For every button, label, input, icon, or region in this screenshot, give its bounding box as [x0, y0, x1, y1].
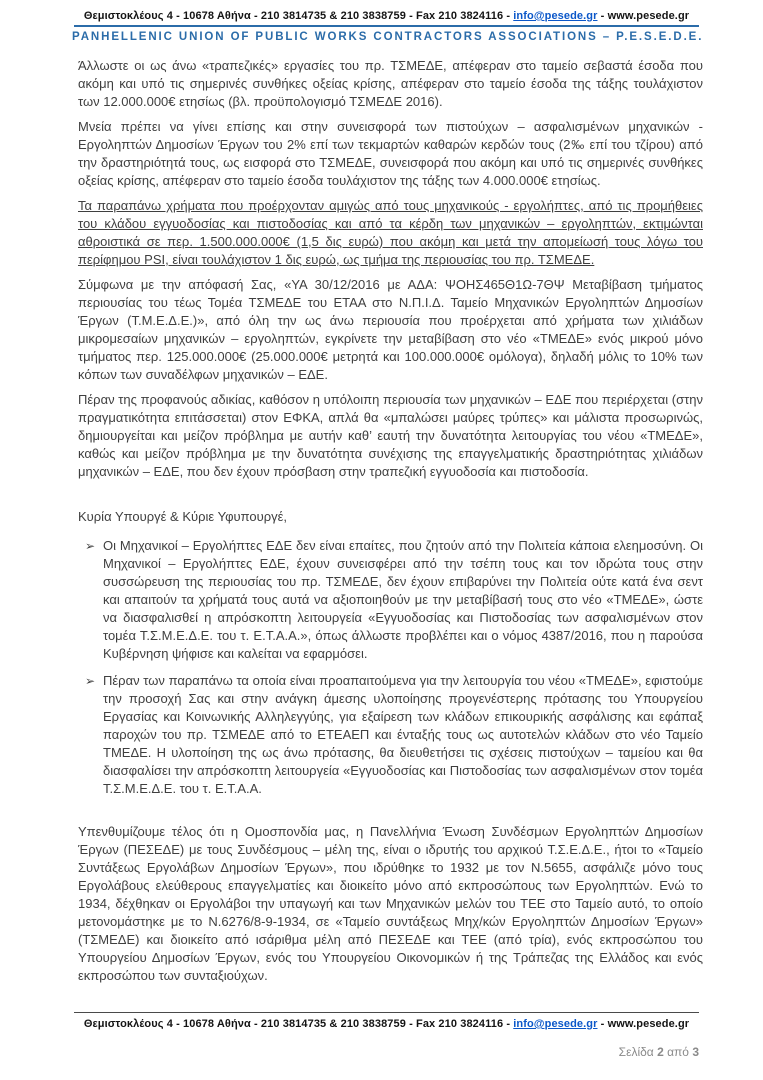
- paragraph-bank-revenue: Άλλωστε οι ως άνω «τραπεζικές» εργασίες του πρ. ΤΣΜΕΔΕ, απέφεραν στο ταμείο σεβαστά έσοδα που ακόμη και υπό τις σημερινές συνθήκες οξείας κρίσης, απέφεραν στο ταμείο έσοδα της τάξης τουλάχιστον των 12.000.000€ ετησίως (βλ. προϋπολογισμό ΤΣΜΕΔΕ 2016).: [78, 58, 703, 109]
- header-divider: [74, 25, 699, 27]
- bullet-item-auxiliary-insurance: [78, 672, 703, 798]
- header-email-link[interactable]: info@pesede.gr: [513, 10, 598, 22]
- bullet-item-engineers-not-beggars: [78, 537, 703, 663]
- arrow-bullet-icon: ➢: [85, 539, 96, 553]
- org-title: PANHELLENIC UNION OF PUBLIC WORKS CONTRACTORS ASSOCIATIONS – P.E.S.E.D.E.: [72, 31, 704, 43]
- closing-paragraph-history: Υπενθυμίζουμε τέλος ότι η Ομοσπονδία μας, η Πανελλήνια Ένωση Συνδέσμων Εργοληπτών Δημοσίων Έργων (ΠΕΣΕΔΕ) με τους Συνδέσμους – μέλη της, είναι ο ιδρυτής του αρχικού Τ.Σ.Ε.Δ.Ε., ήτοι το «Ταμείο Συντάξεως Εργολάβων Δημοσίων Έργων», που ιδρύθηκε το 1932 με τον Ν.5655, ασφάλιζε μόνο τους Εργολάβους ελεύθερους επαγγελματίες και διοικείτο μόνο από εκπροσώπους των Εργοληπτών. Ενώ το 1934, δέχθηκαν οι Εργολάβοι την υπαγωγή και των Μηχανικών μελών του ΤΕΕ στο Ταμείο αυτό, το οποίο μετονομάστηκε με το Ν.6276/8-9-1934, σε «Ταμείο συντάξεως Μηχ/κών Εργοληπτών Δημοσίων Έργων» (ΤΣΜΕΔΕ) και διοικείτο από ισάριθμα μέλη από ΠΕΣΕΔΕ και ΤΕΕ (από τρία), ενός εκπροσώπου του Υπουργείου Δημοσίων Έργων, ενός του Υπουργείου Οικονομικών ή της Τράπεζας της Ελλάδος και ενός εκπροσώπου των συνταξιούχων.: [78, 824, 703, 983]
- footer-contact-right: - www.pesede.gr: [597, 1018, 690, 1030]
- paragraph-contractor-contribution: Μνεία πρέπει να γίνει επίσης και στην συνεισφορά των πιστούχων – ασφαλισμένων μηχανικών - Εργοληπτών Δημοσίων Έργων του 2% επί των τεκμαρτών καθαρών κερδών τους (2‰ επί του τζίρου) από την δραστηριότητά τους, ως εισφορά στο ΤΣΜΕΔΕ, συνεισφορά που ακόμη και υπό τις σημερινές συνθήκες οξείας κρίσης, απέφεραν στο ταμείο έσοδα τουλάχιστον της τάξης των 4.000.000€ ετησίως.: [78, 119, 703, 188]
- page-number-total: 3: [692, 1045, 699, 1059]
- bullet-text: Πέραν των παραπάνω τα οποία είναι προαπαιτούμενα για την λειτουργία του νέου «ΤΜΕΔΕ», εφιστούμε την προσοχή Σας και στην ανάγκη άμεσης υλοποίησης προγενέστερης πρότασης του Υπουργείου Εργασίας και Κοινωνικής Αλληλεγγύης, για εξαίρεση των κλάδων επικουρικής ασφάλισης και εφάπαξ παροχών του πρ. ΤΣΜΕΔΕ από το ΕΤΕΑΕΠ και ένταξής τους ως αυτοτελών κλάδων στο νέο Ταμείο ΤΜΕΔΕ. Η υλοποίηση της ως άνω πρότασης, θα διευθετήσει τις σχέσεις πιστούχων – ταμείου και θα διασφαλίσει την απρόσκοπτη λειτουργεία «Εγγυοδοσίας και Πιστοδοσίας των ασφαλισμένων στον τομέα Τ.Σ.Μ.Ε.Δ.Ε. του τ. Ε.Τ.Α.Α.: [103, 673, 703, 796]
- bullet-text: Οι Μηχανικοί – Εργολήπτες ΕΔΕ δεν είναι επαίτες, που ζητούν από την Πολιτεία κάποια ελεημοσύνη. Οι Μηχανικοί – Εργολήπτες ΕΔΕ, έχουν συνεισφέρει από την τσέπη τους και τον ιδρώτα τους στην συσσώρευση της περιουσίας του πρ. ΤΣΜΕΔΕ, δεν έχουν επιβαρύνει την Πολιτεία ούτε κατά ένα σεντ και απαιτούν τα χρήματά τους αυτά να αξιοποιηθούν με την μεταβίβασή τους στο νέο «ΤΜΕΔΕ», ώστε να διασφαλισθεί η απρόσκοπτη λειτουργεία «Εγγυοδοσίας και Πιστοδοσίας των ασφαλισμένων στον τομέα Τ.Σ.Μ.Ε.Δ.Ε. του τ. Ε.Τ.Α.Α.», όπως άλλωστε προβλέπει και ο νόμος 4387/2016, που η παρούσα Κυβέρνηση ψήφισε και καλείται να εφαρμόσει.: [103, 538, 703, 661]
- page-number: [72, 1045, 701, 1059]
- paragraph-ministerial-decision: Σύμφωνα με την απόφασή Σας, «ΥΑ 30/12/2016 με ΑΔΑ: ΨΟΗΣ465Θ1Ω-7ΘΨ Μεταβίβαση τμήματος περιουσίας του τέως Τομέα ΤΣΜΕΔΕ του ΕΤΑΑ στο Ν.Π.Ι.Δ. Ταμείο Μηχανικών Εργοληπτών Δημοσίων Έργων (Τ.Μ.Ε.Δ.Ε.)», από όλη την ως άνω περιουσία που προέρχεται από χρήματα των χιλιάδων μικρομεσαίων μηχανικών – εργοληπτών, εγκρίνετε την μεταβίβαση στο νέο «ΤΜΕΔΕ» ενός μικρού μόνο τμήματος περ. 125.000.000€ (25.000.000€ μετρητά και 100.000.000€ ομόλογα), δηλαδή μόλις το 10% των κόπων των συναδέλφων μηχανικών – ΕΔΕ.: [78, 277, 703, 382]
- letter-body: [78, 57, 703, 992]
- arrow-bullet-icon: ➢: [85, 674, 96, 688]
- header-contact-left: Θεμιστοκλέους 4 - 10678 Αθήνα - 210 3814735 & 210 3838759 - Fax 210 3824116 -: [83, 10, 514, 22]
- footer-email-link[interactable]: info@pesede.gr: [513, 1018, 598, 1030]
- footer-contact-left: Θεμιστοκλέους 4 - 10678 Αθήνα - 210 3814735 & 210 3838759 - Fax 210 3824116 -: [83, 1018, 514, 1030]
- header-contact-right: - www.pesede.gr: [597, 10, 690, 22]
- footer-contact-line: [72, 1018, 701, 1030]
- salutation: Κυρία Υπουργέ & Κύριε Υφυπουργέ,: [78, 509, 288, 524]
- footer-divider: [74, 1012, 699, 1013]
- page-number-prefix: Σελίδα: [618, 1045, 658, 1059]
- page-number-separator: από: [663, 1045, 693, 1059]
- page-number-current: 2: [657, 1045, 664, 1059]
- paragraph-injustice: Πέραν της προφανούς αδικίας, καθόσον η υπόλοιπη περιουσία των μηχανικών – ΕΔΕ που περιέρχεται (στην πραγματικότητα επιτάσσεται) στον ΕΦΚΑ, απλά θα «μπαλώσει μαύρες τρύπες» και μάλιστα προσωρινώς, δημιουργείται και μείζον πρόβλημα με αυτήν καθ’ εαυτή την δυνατότητα λειτουργίας του νέου «ΤΜΕΔΕ», καθώς και μείζον πρόβλημα με την δυνατότητα συνέχισης της επαγγελματικής δραστηριότητας χιλιάδων μηχανικών – ΕΔΕ, που δεν έχουν πρόσβαση στην τραπεζική εγγυοδοσία και πιστοδοσία.: [78, 392, 703, 479]
- paragraph-underlined-assets: Τα παραπάνω χρήματα που προέρχονταν αμιγώς από τους μηχανικούς - εργολήπτες, από τις προμήθειες του κλάδου εγγυοδοσίας και πιστοδοσίας και από τα κέρδη των μηχανικών – εργοληπτών, εκτιμώνται αθροιστικά σε περ. 1.500.000.000€ (1,5 δις ευρώ) που ακόμη και μετά την απομείωσή τους λόγω του περίφημου PSI, είναι τουλάχιστον 1 δις ευρώ, ως τμήμα της περιουσίας του πρ. ΤΣΜΕΔΕ.: [78, 198, 703, 267]
- page-footer: [72, 1012, 701, 1059]
- header-contact-line: [72, 10, 701, 22]
- page-header: [72, 10, 704, 43]
